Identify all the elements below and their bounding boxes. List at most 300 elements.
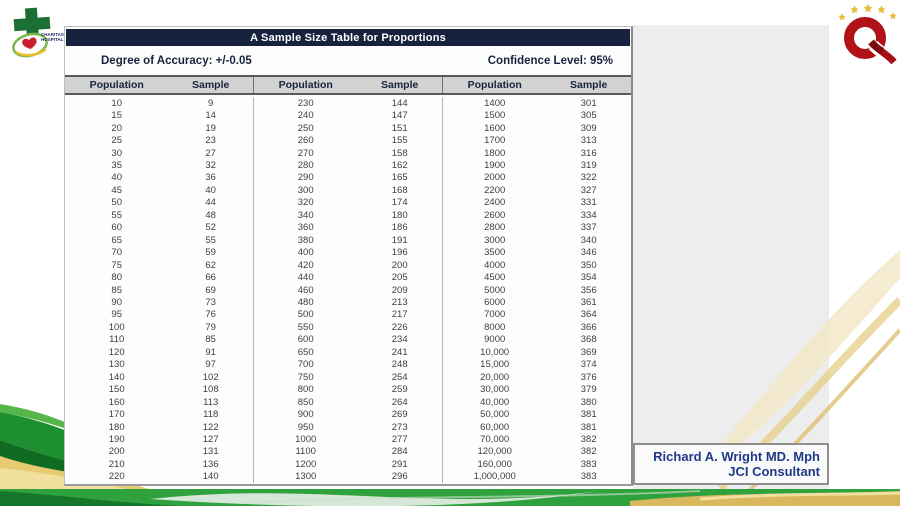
- sample-cell: 327: [580, 184, 597, 196]
- table-row: [65, 346, 253, 358]
- star-icon: ★: [838, 12, 847, 22]
- sample-cell: 277: [391, 433, 408, 445]
- sample-cell: 180: [391, 209, 408, 221]
- table-row: [254, 234, 442, 246]
- sample-cell: 381: [580, 421, 597, 433]
- table-row: [65, 147, 253, 159]
- table-row: [254, 309, 442, 321]
- sample-cell: 23: [205, 135, 216, 147]
- table-row: [254, 134, 442, 146]
- population-cell: 1500: [484, 110, 506, 122]
- population-cell: 4000: [484, 259, 506, 271]
- table-row: [65, 197, 253, 209]
- population-cell: 10: [111, 97, 122, 109]
- sample-cell: 66: [205, 272, 216, 284]
- table-row: [254, 383, 442, 395]
- table-row: [443, 408, 631, 420]
- population-cell: 5000: [484, 284, 506, 296]
- population-cell: 1,000,000: [473, 471, 516, 483]
- star-icon: ★: [850, 5, 859, 16]
- sample-cell: 382: [580, 433, 597, 445]
- population-cell: 190: [108, 433, 125, 445]
- population-cell: 650: [297, 346, 314, 358]
- table-row: [254, 421, 442, 433]
- sample-cell: 382: [580, 446, 597, 458]
- table-row: [65, 122, 253, 134]
- population-cell: 120: [108, 346, 125, 358]
- table-row: [254, 346, 442, 358]
- sample-cell: 264: [391, 396, 408, 408]
- sample-cell: 234: [391, 334, 408, 346]
- sample-cell: 91: [205, 346, 216, 358]
- population-cell: 360: [297, 222, 314, 234]
- star-icon: ★: [863, 3, 873, 15]
- table-row: [65, 271, 253, 283]
- sample-cell: 356: [580, 284, 597, 296]
- table-row: [65, 471, 253, 483]
- table-row: [443, 159, 631, 171]
- table-row: [65, 396, 253, 408]
- population-cell: 700: [297, 359, 314, 371]
- population-cell: 120,000: [477, 446, 512, 458]
- population-cell: 200: [108, 446, 125, 458]
- table-row: [443, 271, 631, 283]
- table-row: [443, 321, 631, 333]
- population-cell: 85: [111, 284, 122, 296]
- table-row: [254, 147, 442, 159]
- population-cell: 260: [297, 135, 314, 147]
- credit-name: Richard A. Wright MD. Mph: [653, 449, 820, 464]
- sample-cell: 14: [205, 110, 216, 122]
- sample-cell: 284: [391, 446, 408, 458]
- credit-role: JCI Consultant: [728, 464, 820, 479]
- sample-cell: 122: [202, 421, 219, 433]
- population-cell: 35: [111, 159, 122, 171]
- table-row: [443, 296, 631, 308]
- hospital-logo: [4, 2, 68, 64]
- sample-cell: 309: [580, 122, 597, 134]
- table-row: [443, 334, 631, 346]
- q-ring-icon: [836, 9, 898, 65]
- population-cell: 160,000: [477, 458, 512, 470]
- sample-cell: 136: [202, 458, 219, 470]
- table-row: [254, 296, 442, 308]
- table-row: [254, 359, 442, 371]
- table-row: [254, 284, 442, 296]
- table-row: [254, 458, 442, 470]
- sample-cell: 313: [580, 135, 597, 147]
- table-row: [443, 122, 631, 134]
- population-header: Population: [278, 79, 333, 91]
- population-cell: 950: [297, 421, 314, 433]
- table-row: [65, 321, 253, 333]
- table-row: [443, 209, 631, 221]
- table-row: [443, 222, 631, 234]
- table-row: [65, 222, 253, 234]
- table-row: [65, 134, 253, 146]
- population-cell: 95: [111, 309, 122, 321]
- table-row: [443, 109, 631, 121]
- sample-cell: 301: [580, 97, 597, 109]
- sample-cell: 381: [580, 409, 597, 421]
- table-subheader: [65, 46, 631, 75]
- population-cell: 3500: [484, 247, 506, 259]
- table-row: [65, 446, 253, 458]
- sample-cell: 113: [203, 396, 219, 408]
- table-row: [65, 259, 253, 271]
- sample-cell: 19: [205, 122, 216, 134]
- table-row: [65, 234, 253, 246]
- table-header-row: [65, 75, 631, 95]
- sample-cell: 55: [205, 234, 216, 246]
- sample-cell: 85: [205, 334, 216, 346]
- population-cell: 20,000: [480, 371, 510, 383]
- sample-cell: 241: [391, 346, 408, 358]
- bottom-wave-band: [0, 489, 900, 506]
- population-cell: 2600: [484, 209, 506, 221]
- sample-cell: 354: [580, 272, 597, 284]
- table-row: [443, 147, 631, 159]
- sample-cell: 291: [391, 458, 408, 470]
- table-row: [443, 421, 631, 433]
- sample-cell: 102: [202, 371, 219, 383]
- population-cell: 25: [111, 135, 122, 147]
- population-cell: 20: [111, 122, 122, 134]
- population-cell: 250: [297, 122, 314, 134]
- sample-cell: 196: [391, 247, 408, 259]
- population-cell: 460: [297, 284, 314, 296]
- sample-cell: 334: [580, 209, 597, 221]
- sample-cell: 144: [391, 97, 408, 109]
- sample-cell: 40: [205, 184, 216, 196]
- sample-cell: 52: [205, 222, 216, 234]
- table-row: [254, 433, 442, 445]
- table-row: [254, 97, 442, 109]
- sample-cell: 379: [580, 384, 597, 396]
- sample-cell: 151: [391, 122, 408, 134]
- table-row: [254, 259, 442, 271]
- table-row: [443, 396, 631, 408]
- population-cell: 340: [297, 209, 314, 221]
- table-row: [254, 109, 442, 121]
- population-cell: 10,000: [480, 346, 510, 358]
- table-row: [254, 334, 442, 346]
- sample-cell: 186: [391, 222, 408, 234]
- sample-cell: 62: [205, 259, 216, 271]
- population-cell: 1800: [484, 147, 506, 159]
- table-row: [65, 246, 253, 258]
- sample-cell: 174: [391, 197, 408, 209]
- table-row: [254, 209, 442, 221]
- sample-cell: 259: [391, 384, 408, 396]
- sample-cell: 131: [202, 446, 219, 458]
- population-cell: 30: [111, 147, 122, 159]
- table-row: [65, 172, 253, 184]
- sample-cell: 69: [205, 284, 216, 296]
- sample-cell: 165: [391, 172, 408, 184]
- population-cell: 2200: [484, 184, 506, 196]
- population-cell: 1300: [295, 471, 317, 483]
- population-cell: 180: [108, 421, 125, 433]
- table-row: [65, 371, 253, 383]
- population-cell: 100: [108, 321, 125, 333]
- population-cell: 900: [297, 409, 314, 421]
- population-cell: 440: [297, 272, 314, 284]
- sample-cell: 369: [580, 346, 597, 358]
- sample-cell: 147: [391, 110, 408, 122]
- sample-cell: 217: [391, 309, 408, 321]
- population-cell: 210: [108, 458, 125, 470]
- population-cell: 1100: [295, 446, 316, 458]
- sample-cell: 305: [580, 110, 597, 122]
- population-cell: 280: [297, 159, 314, 171]
- population-cell: 3000: [484, 234, 506, 246]
- population-cell: 40: [111, 172, 122, 184]
- population-cell: 230: [297, 97, 314, 109]
- table-row: [443, 371, 631, 383]
- sample-cell: 337: [580, 222, 597, 234]
- sample-cell: 269: [391, 409, 408, 421]
- population-cell: 800: [297, 384, 314, 396]
- table-row: [65, 421, 253, 433]
- table-row: [254, 396, 442, 408]
- table-row: [254, 321, 442, 333]
- sample-cell: 118: [203, 409, 219, 421]
- table-row: [443, 234, 631, 246]
- sample-cell: 97: [205, 359, 216, 371]
- table-row: [254, 246, 442, 258]
- table-row: [443, 458, 631, 470]
- table-row: [254, 371, 442, 383]
- sample-cell: 248: [391, 359, 408, 371]
- sample-cell: 79: [205, 321, 216, 333]
- credit-box: [633, 443, 829, 485]
- degree-of-accuracy-label: Degree of Accuracy: +/-0.05: [101, 54, 252, 67]
- sample-cell: 76: [205, 309, 216, 321]
- sample-cell: 364: [580, 309, 597, 321]
- population-cell: 380: [297, 234, 314, 246]
- sample-cell: 319: [580, 159, 597, 171]
- population-cell: 55: [111, 209, 122, 221]
- sample-cell: 162: [391, 159, 408, 171]
- population-cell: 4500: [484, 272, 506, 284]
- population-cell: 240: [297, 110, 314, 122]
- population-cell: 270: [297, 147, 314, 159]
- sample-cell: 9: [208, 97, 214, 109]
- population-cell: 60: [111, 222, 122, 234]
- sample-cell: 374: [580, 359, 597, 371]
- population-cell: 70,000: [480, 433, 510, 445]
- population-cell: 480: [297, 296, 314, 308]
- table-group-3: [442, 97, 631, 483]
- sample-cell: 366: [580, 321, 597, 333]
- table-row: [65, 433, 253, 445]
- table-row: [443, 359, 631, 371]
- sample-cell: 340: [580, 234, 597, 246]
- sample-cell: 226: [391, 321, 408, 333]
- table-row: [443, 246, 631, 258]
- table-row: [443, 471, 631, 483]
- population-header: Population: [467, 79, 522, 91]
- star-icon: ★: [889, 11, 898, 21]
- population-cell: 40,000: [480, 396, 510, 408]
- table-row: [65, 159, 253, 171]
- table-row: [443, 134, 631, 146]
- table-row: [443, 446, 631, 458]
- table-row: [443, 97, 631, 109]
- sample-size-table: [64, 26, 633, 486]
- population-cell: 130: [108, 359, 125, 371]
- sample-cell: 108: [202, 384, 219, 396]
- population-cell: 70: [111, 247, 122, 259]
- sample-cell: 273: [391, 421, 408, 433]
- sample-cell: 331: [580, 197, 597, 209]
- population-cell: 9000: [484, 334, 506, 346]
- population-cell: 300: [297, 184, 314, 196]
- population-cell: 110: [109, 334, 125, 346]
- table-row: [443, 433, 631, 445]
- hospital-logo-text-2: HOSPITAL: [41, 37, 64, 42]
- sample-cell: 361: [580, 296, 597, 308]
- sample-header: Sample: [192, 79, 230, 91]
- population-cell: 400: [297, 247, 314, 259]
- sample-cell: 200: [391, 259, 408, 271]
- population-cell: 7000: [484, 309, 506, 321]
- population-cell: 160: [108, 396, 125, 408]
- population-cell: 45: [111, 184, 122, 196]
- sample-cell: 296: [391, 471, 408, 483]
- population-cell: 2000: [484, 172, 506, 184]
- population-cell: 50: [111, 197, 122, 209]
- population-cell: 150: [108, 384, 125, 396]
- population-cell: 80: [111, 272, 122, 284]
- population-cell: 8000: [484, 321, 506, 333]
- table-row: [65, 97, 253, 109]
- sample-cell: 59: [205, 247, 216, 259]
- header-group: [253, 77, 442, 93]
- table-row: [65, 184, 253, 196]
- table-row: [443, 284, 631, 296]
- population-cell: 2400: [484, 197, 506, 209]
- table-title: A Sample Size Table for Proportions: [66, 29, 630, 46]
- table-row: [254, 159, 442, 171]
- hospital-logo-text-1: CHARITAS: [41, 32, 64, 37]
- sample-cell: 155: [391, 135, 408, 147]
- table-row: [254, 172, 442, 184]
- population-cell: 1000: [295, 433, 317, 445]
- population-cell: 75: [111, 259, 122, 271]
- population-cell: 60,000: [480, 421, 510, 433]
- table-row: [65, 383, 253, 395]
- population-cell: 550: [297, 321, 314, 333]
- table-row: [65, 458, 253, 470]
- header-group: [442, 77, 631, 93]
- population-cell: 170: [108, 409, 125, 421]
- sample-cell: 316: [580, 147, 597, 159]
- header-group: [65, 77, 253, 93]
- star-icon: ★: [877, 5, 886, 16]
- table-row: [254, 197, 442, 209]
- sample-cell: 213: [391, 296, 408, 308]
- table-row: [65, 309, 253, 321]
- table-body: [65, 95, 631, 483]
- table-row: [443, 172, 631, 184]
- sample-cell: 158: [391, 147, 408, 159]
- table-row: [443, 346, 631, 358]
- population-cell: 90: [111, 296, 122, 308]
- population-cell: 30,000: [480, 384, 510, 396]
- hospital-logo-text: [41, 32, 64, 42]
- table-row: [254, 446, 442, 458]
- population-cell: 850: [297, 396, 314, 408]
- sample-cell: 254: [391, 371, 408, 383]
- sample-cell: 73: [205, 296, 216, 308]
- sample-cell: 27: [205, 147, 216, 159]
- population-header: Population: [89, 79, 144, 91]
- population-cell: 15: [111, 110, 122, 122]
- sample-cell: 322: [580, 172, 597, 184]
- table-row: [443, 184, 631, 196]
- table-row: [254, 408, 442, 420]
- table-row: [254, 222, 442, 234]
- sample-cell: 36: [205, 172, 216, 184]
- table-row: [254, 471, 442, 483]
- table-row: [443, 383, 631, 395]
- population-cell: 2800: [484, 222, 506, 234]
- table-row: [443, 259, 631, 271]
- table-group-1: [65, 97, 253, 483]
- sample-cell: 383: [580, 458, 597, 470]
- quality-logo: [836, 1, 898, 65]
- population-cell: 140: [108, 371, 125, 383]
- population-cell: 1600: [484, 122, 506, 134]
- sample-cell: 191: [391, 234, 408, 246]
- table-row: [443, 309, 631, 321]
- table-row: [65, 109, 253, 121]
- table-row: [65, 334, 253, 346]
- sample-cell: 48: [205, 209, 216, 221]
- population-cell: 220: [108, 471, 125, 483]
- population-cell: 6000: [484, 296, 506, 308]
- sample-cell: 44: [205, 197, 216, 209]
- sample-cell: 32: [205, 159, 216, 171]
- sample-cell: 127: [202, 433, 219, 445]
- confidence-level-label: Confidence Level: 95%: [487, 54, 613, 67]
- sample-cell: 346: [580, 247, 597, 259]
- table-row: [254, 184, 442, 196]
- sample-cell: 209: [391, 284, 408, 296]
- sample-header: Sample: [381, 79, 419, 91]
- table-row: [254, 271, 442, 283]
- sample-cell: 205: [391, 272, 408, 284]
- population-cell: 65: [111, 234, 122, 246]
- table-group-2: [253, 97, 442, 483]
- sample-cell: 380: [580, 396, 597, 408]
- population-cell: 600: [297, 334, 314, 346]
- table-row: [65, 209, 253, 221]
- sample-cell: 140: [202, 471, 219, 483]
- table-row: [65, 408, 253, 420]
- population-cell: 420: [297, 259, 314, 271]
- sample-header: Sample: [570, 79, 608, 91]
- table-row: [65, 296, 253, 308]
- population-cell: 1200: [295, 458, 317, 470]
- population-cell: 320: [297, 197, 314, 209]
- population-cell: 750: [297, 371, 314, 383]
- table-row: [254, 122, 442, 134]
- population-cell: 1400: [484, 97, 506, 109]
- sample-cell: 376: [580, 371, 597, 383]
